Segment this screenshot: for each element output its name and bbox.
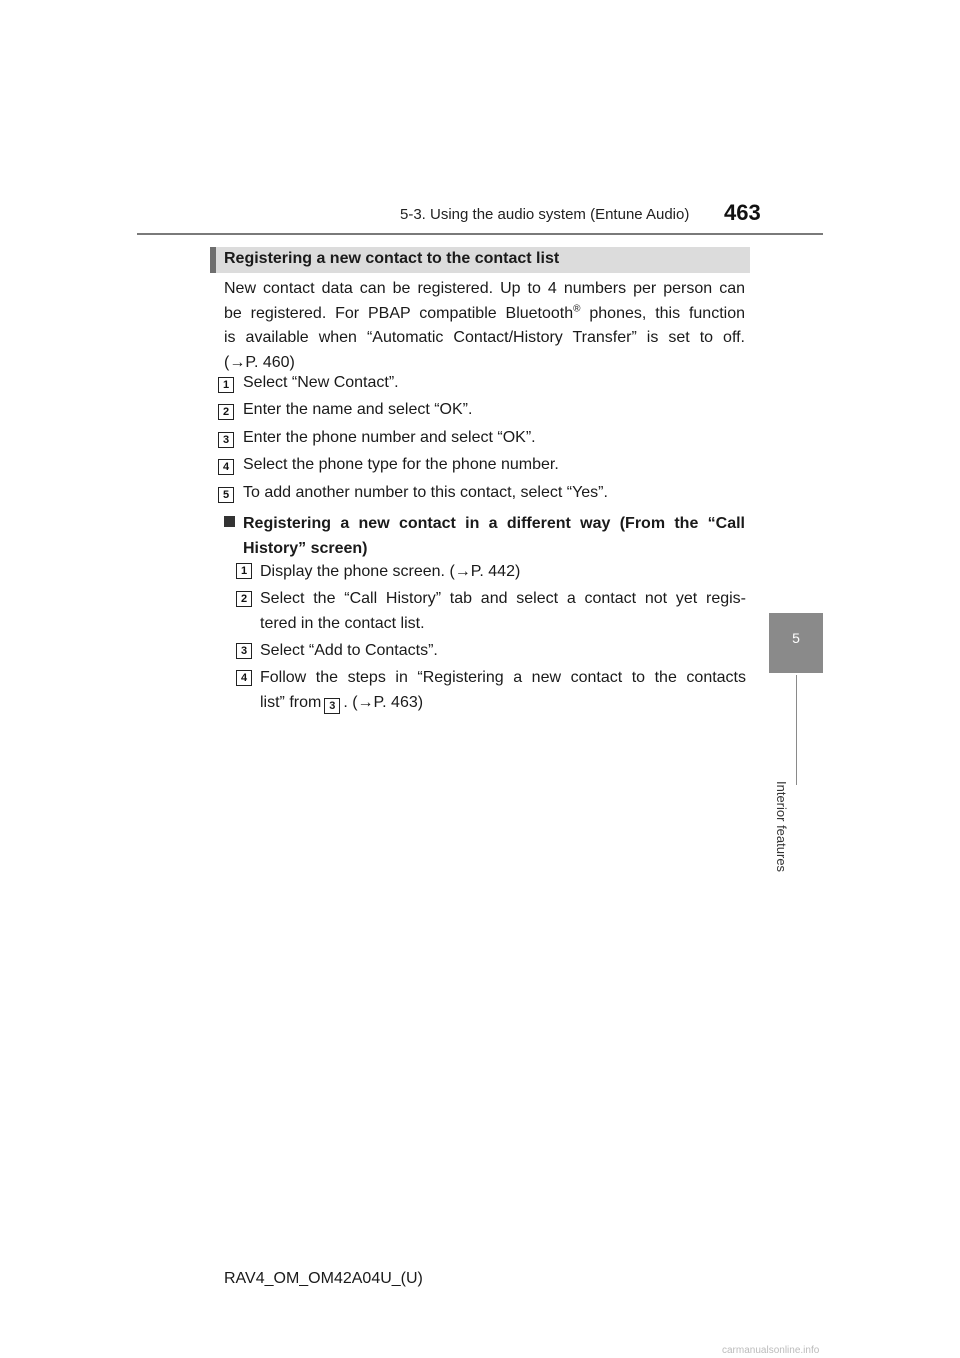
intro-line [224,302,745,327]
header-divider [137,233,823,235]
intro-paragraph [224,277,745,375]
page-number: 463 [724,200,761,225]
step-reference-box: 3 [324,698,340,714]
step-text: Select the phone type for the phone number. [243,456,559,473]
step-text: Enter the name and select “OK”. [243,401,473,418]
step-text: To add another number to this contact, select “Yes”. [243,484,608,501]
intro-line: (→P. 460) [224,353,295,371]
step-text: Select “Add to Contacts”. [260,642,438,659]
step-number-box: 3 [218,432,234,448]
step-number-box: 3 [236,643,252,659]
watermark: carmanualsonline.info [722,1345,820,1356]
subsection-heading-line: Registering a new contact in a different way (From the “Call [224,512,745,537]
step-number-box: 2 [236,591,252,607]
step-text: Follow the steps in “Registering a new contact to the contacts list” from 3 . (→P. 463) [260,669,746,712]
running-header-section: 5-3. Using the audio system (Entune Audio) [400,206,690,223]
intro-line: is available when “Automatic Contact/History Transfer” is set to off. [224,329,745,346]
step-text: Enter the phone number and select “OK”. [243,429,536,446]
intro-text: phones, this function [580,304,746,322]
intro-line: New contact data can be registered. Up to 4 numbers per person can [224,280,745,297]
intro-text: be registered. For PBAP compatible Bluetooth [224,304,574,322]
registered-mark: ® [573,303,581,315]
subsection-heading [224,512,745,561]
step-number-box: 2 [218,404,234,420]
chapter-tab-divider [796,675,797,785]
step-text: Select the “Call History” tab and select a contact not yet regis- tered in the contact list. [260,590,746,632]
step-number-box: 4 [218,459,234,475]
step-text: Display the phone screen. (→P. 442) [260,563,521,580]
step-number-box: 4 [236,670,252,686]
square-bullet-icon [224,516,235,527]
step-text: Select “New Contact”. [243,374,399,391]
step-number-box: 1 [236,563,252,579]
document-code: RAV4_OM_OM42A04U_(U) [224,1270,423,1287]
step-number-box: 1 [218,377,234,393]
step-number-box: 5 [218,487,234,503]
section-title: Registering a new contact to the contact list [224,250,560,267]
subsection-heading-line: History” screen) [243,539,368,557]
chapter-label: Interior features [774,781,789,873]
chapter-number: 5 [792,630,800,646]
